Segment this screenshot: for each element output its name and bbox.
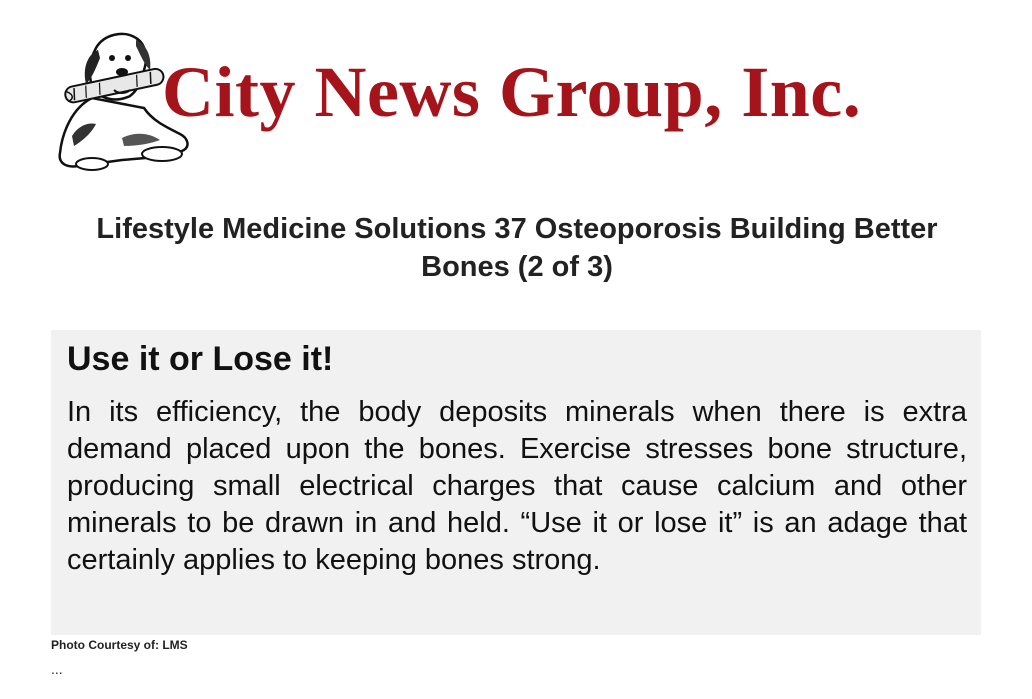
photo-caption: Photo Courtesy of: LMS xyxy=(51,638,188,652)
more-ellipsis: ... xyxy=(51,661,63,677)
article-title: Lifestyle Medicine Solutions 37 Osteoporosis Building Better Bones (2 of 3) xyxy=(96,213,938,283)
feature-heading: Use it or Lose it! xyxy=(67,340,334,378)
feature-box xyxy=(51,330,981,635)
feature-body: In its efficiency, the body deposits minerals when there is extra demand placed upon the bones. Exercise stresses bone structure, producing small electrical charges that cause calcium and other minerals to be drawn in and held. “Use it or lose it” is an adage that certainly applies to keeping bones strong. xyxy=(67,396,967,576)
masthead xyxy=(52,28,982,178)
brand-name: City News Group, Inc. xyxy=(162,52,862,132)
